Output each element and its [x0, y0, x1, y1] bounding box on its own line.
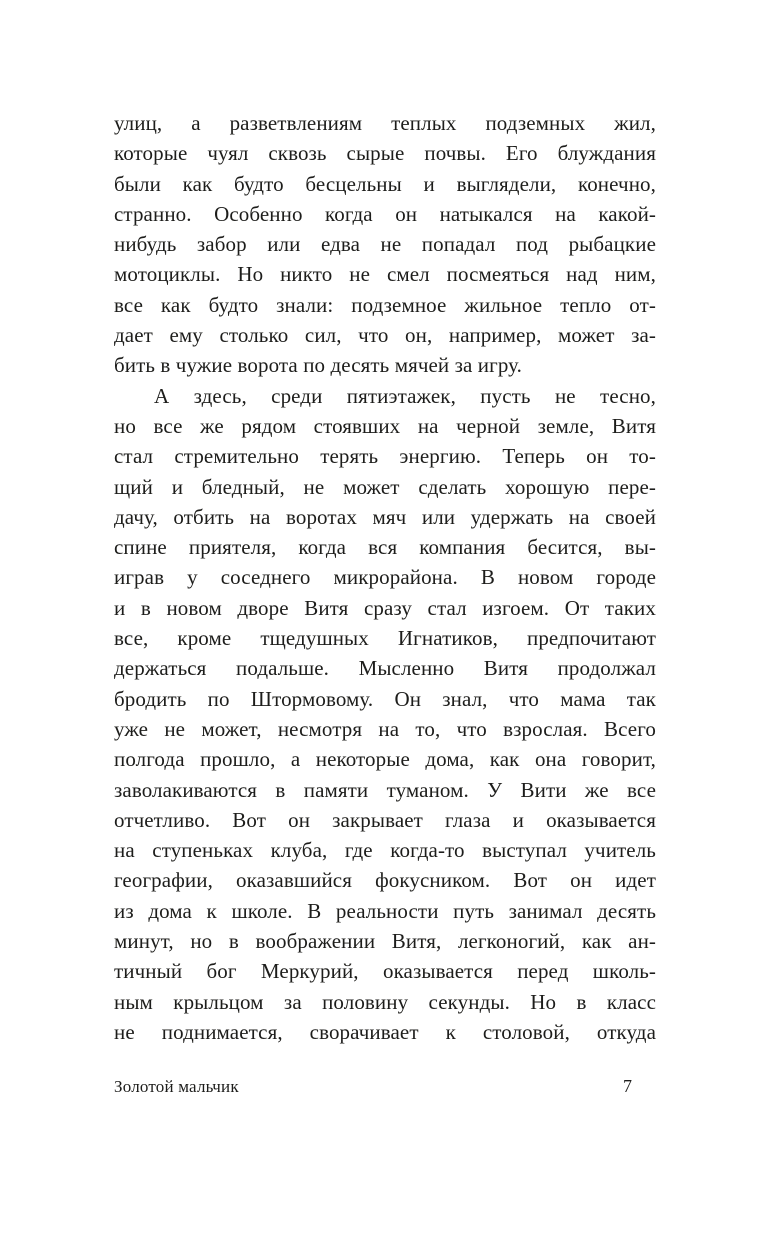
text-line: странно. Особенно когда он натыкался на какой- — [114, 201, 656, 226]
text-line: ным крыльцом за половину секунды. Но в класс — [114, 989, 656, 1014]
text-line: но все же рядом стоявших на черной земле, Витя — [114, 413, 656, 438]
text-line: и в новом дворе Витя сразу стал изгоем. От таких — [114, 595, 656, 620]
running-title: Золотой мальчик — [114, 1077, 239, 1096]
text-line: играв у соседнего микрорайона. В новом городе — [114, 565, 656, 590]
page-text — [114, 108, 656, 1047]
text-line: все как будто знали: подземное жильное тепло от- — [114, 292, 656, 317]
text-line: дачу, отбить на воротах мяч или удержать на своей — [114, 504, 656, 529]
text-line: полгода прошло, а некоторые дома, как она говорит, — [114, 747, 656, 772]
text-line: географии, оказавшийся фокусником. Вот он идет — [114, 868, 656, 893]
text-line: уже не может, несмотря на то, что взрослая. Всего — [114, 716, 656, 741]
text-line: на ступеньках клуба, где когда-то выступал учитель — [114, 838, 656, 863]
text-line: из дома к школе. В реальности путь занимал десять — [114, 898, 656, 923]
text-line: заволакиваются в памяти туманом. У Вити же все — [114, 777, 656, 802]
text-line: держаться подальше. Мысленно Витя продолжал — [114, 656, 656, 681]
text-line: бить в чужие ворота по десять мячей за игру. — [114, 353, 523, 378]
page-footer — [114, 1076, 656, 1097]
text-line: дает ему столько сил, что он, например, может за- — [114, 323, 656, 348]
text-line: все, кроме тщедушных Игнатиков, предпочитают — [114, 626, 656, 651]
text-line: были как будто бесцельны и выглядели, конечно, — [114, 171, 656, 196]
text-line: А здесь, среди пятиэтажек, пусть не тесно, — [154, 383, 656, 408]
text-line: которые чуял сквозь сырые почвы. Его блуждания — [114, 141, 656, 166]
page-number: 7 — [623, 1076, 632, 1096]
text-line: стал стремительно терять энергию. Теперь он то- — [114, 444, 656, 469]
text-line: щий и бледный, не может сделать хорошую пере- — [114, 474, 656, 499]
paragraph — [114, 108, 656, 381]
text-line: мотоциклы. Но никто не смел посмеяться над ним, — [114, 262, 656, 287]
text-line: нибудь забор или едва не попадал под рыбацкие — [114, 232, 656, 257]
text-line: улиц, а разветвлениям теплых подземных жил, — [114, 111, 656, 135]
text-line: тичный бог Меркурий, оказывается перед школь- — [114, 959, 656, 984]
text-line: не поднимается, сворачивает к столовой, откуда — [114, 1019, 656, 1044]
text-line: отчетливо. Вот он закрывает глаза и оказывается — [114, 807, 656, 832]
text-line: спине приятеля, когда вся компания бесится, вы- — [114, 535, 656, 560]
paragraph — [114, 381, 656, 1048]
text-line: бродить по Штормовому. Он знал, что мама так — [114, 686, 656, 711]
text-line: минут, но в воображении Витя, легконогий, как ан- — [114, 929, 656, 954]
